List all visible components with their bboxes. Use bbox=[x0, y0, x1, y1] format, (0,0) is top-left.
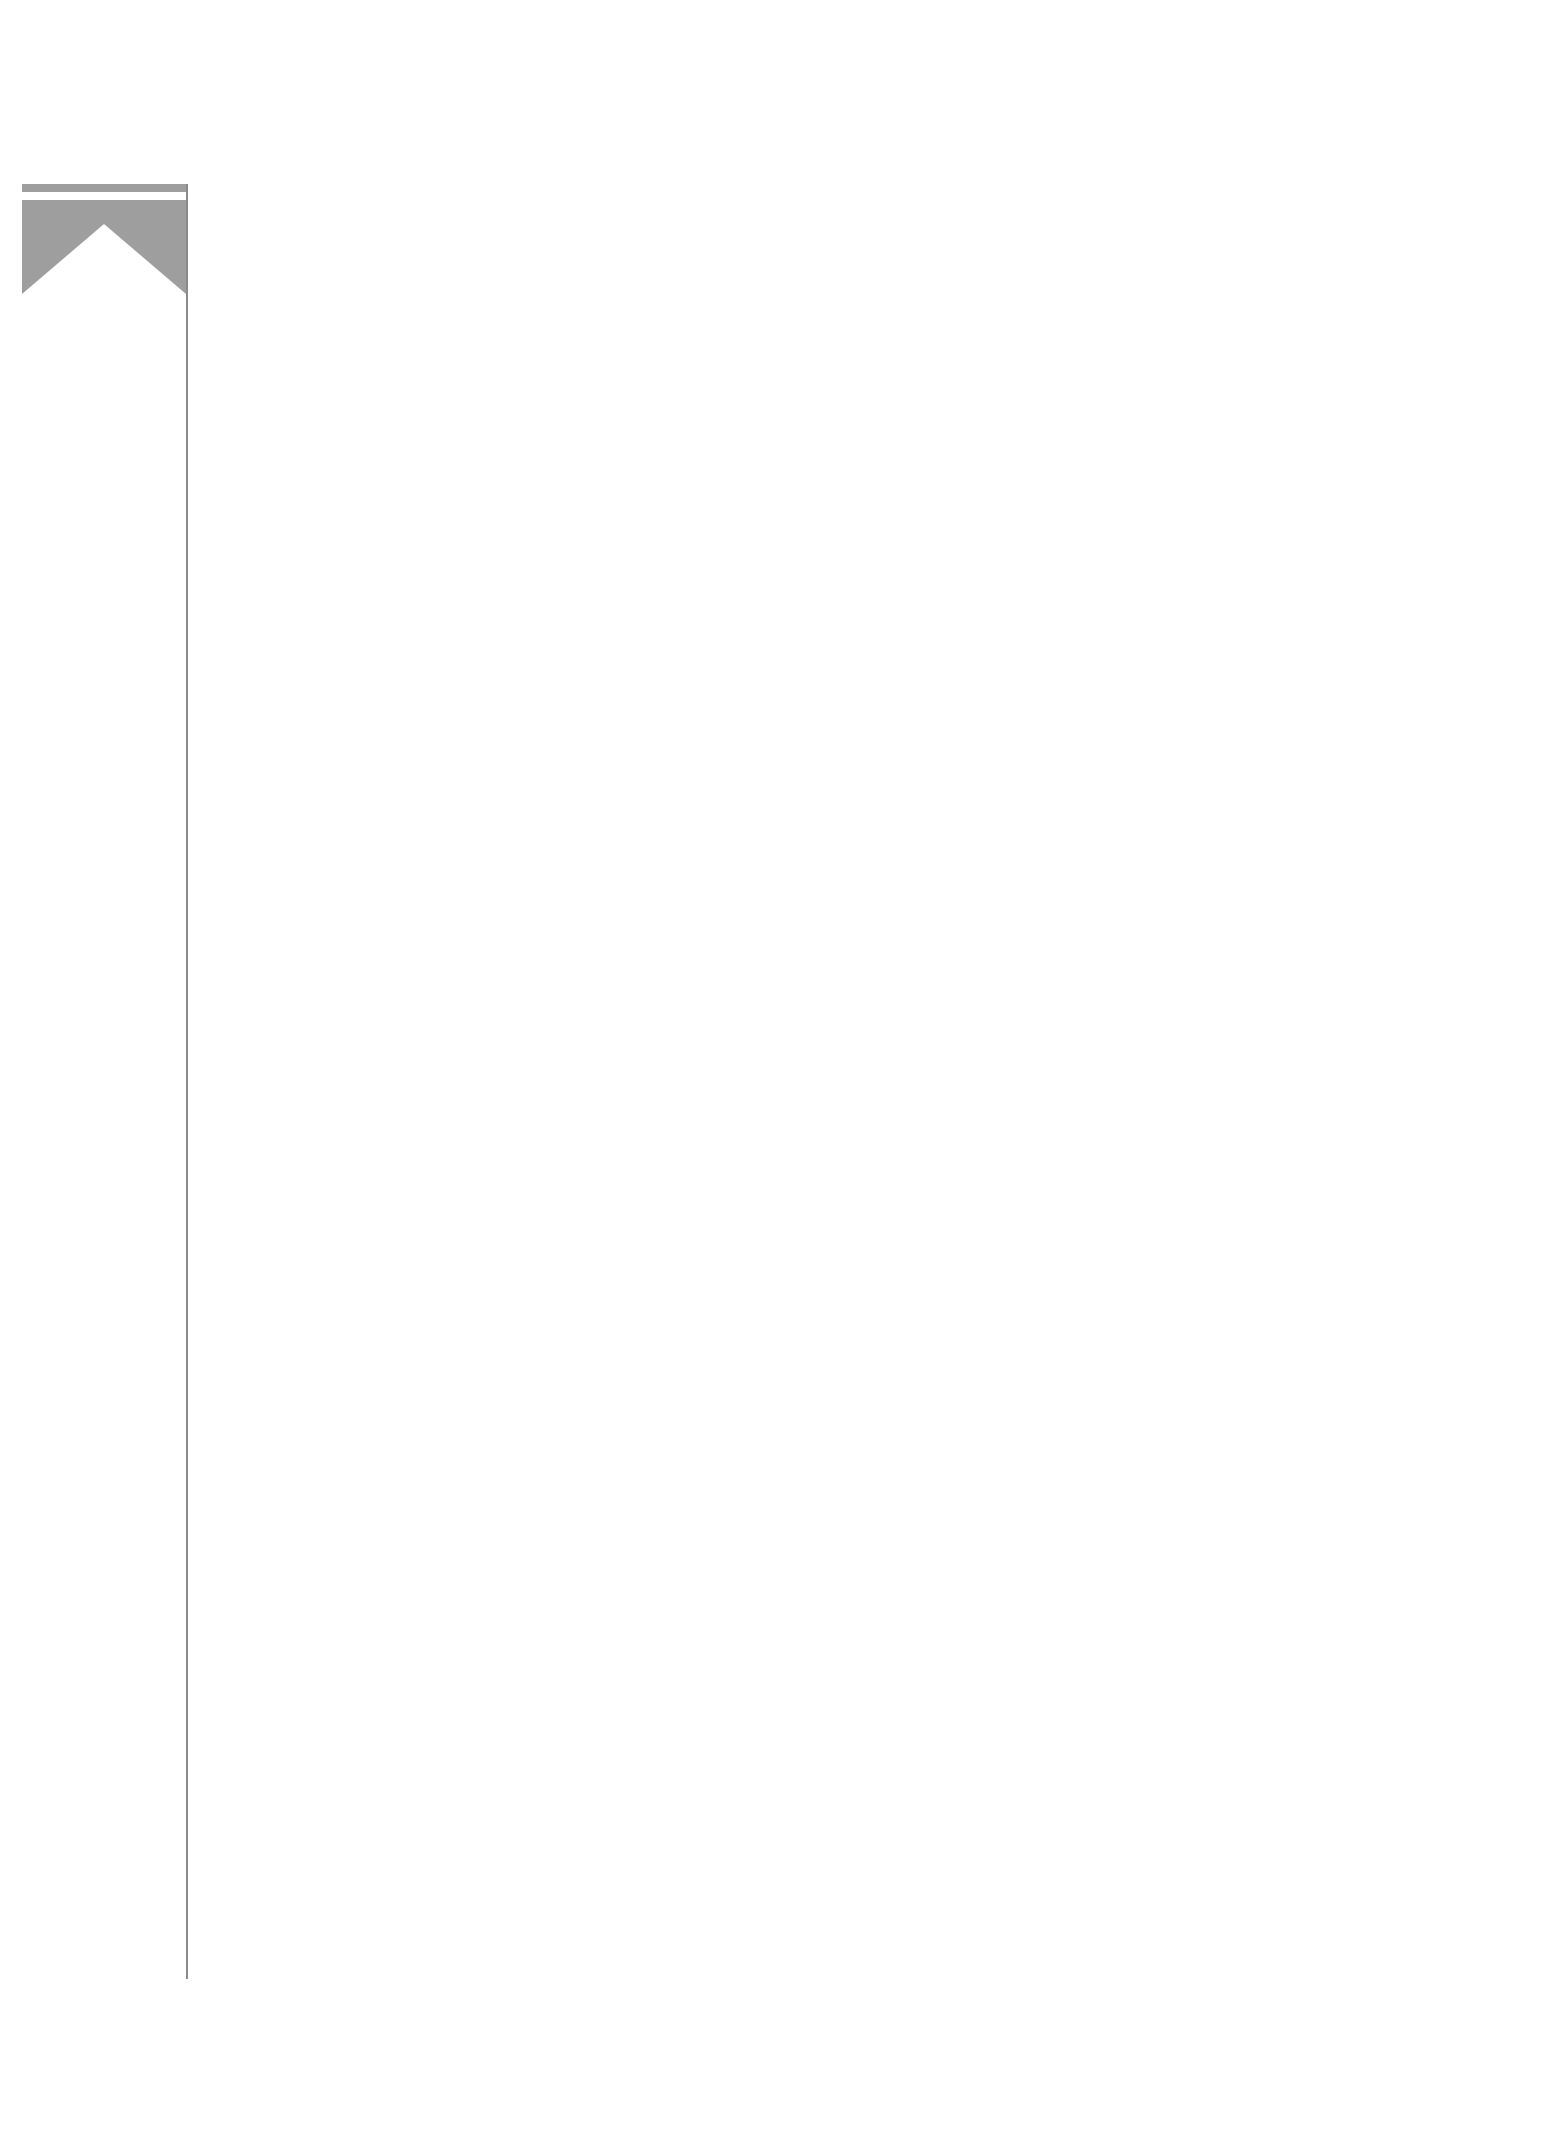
answer-content bbox=[346, 174, 1426, 208]
sidebar-top-bar bbox=[22, 184, 186, 192]
sidebar-divider bbox=[186, 184, 188, 1979]
chevron-decoration-icon bbox=[22, 200, 186, 294]
